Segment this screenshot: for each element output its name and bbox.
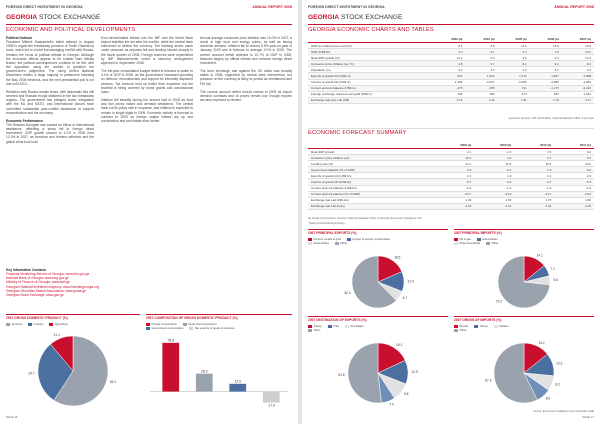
table-cell: 21.4 <box>435 161 475 167</box>
left-col3-text-3: The current account deficit should narrow in 2009 as import demand contracts and oil prices remain low, though exports are also expected to decline. <box>200 89 292 103</box>
table-cell: 1,092 <box>465 73 497 79</box>
legend-item: Oil & gas <box>459 237 471 241</box>
key-info-line[interactable]: Georgian Stock Exchange: www.gse.ge <box>6 292 64 297</box>
pie-slice-label: 8.0 <box>545 396 551 401</box>
table-header: 2011 (b) <box>554 142 594 149</box>
pie-slice-label: 5.6 <box>553 278 558 283</box>
table-cell: 6.0 <box>554 149 594 155</box>
left-col2-text: Euro-denominated inflows into the IMF and the World Bank helped stabilise the lari after the conflict, while the central bank intervened to defend the currency. The banking sector came under pressure as deposits fell and lending slowed sharply in the fourth quarter of 2008. Foreign reserves were replenished by IMF disbursements under a stand-by arrangement approved in September 2008. <box>101 36 193 65</box>
row-label: Government balance (% of GDP) <box>308 167 435 173</box>
table-cell: 9.2 <box>530 61 562 67</box>
row-label: GDP at market prices (Lari bn) <box>308 43 433 49</box>
legend-item: Turkey <box>313 324 322 328</box>
legend-item: Other <box>340 241 348 245</box>
pie-chart-import-origins <box>454 338 594 408</box>
chart-import-origins-title: 2007 ORIGIN OF IMPORTS (%) <box>454 318 502 322</box>
legend-item: Russia <box>459 324 469 328</box>
table-cell: 383 <box>465 91 497 97</box>
table-cell: -14.7 <box>514 191 554 197</box>
pie-chart-export-destinations <box>308 338 448 408</box>
right-title-rule <box>308 24 594 25</box>
table-header: 2006 (a) <box>530 36 562 43</box>
table-header: 2005 (a) <box>498 36 530 43</box>
table-cell: 1.78 <box>530 97 562 103</box>
row-label: Imports of goods fob (US$ m) <box>308 79 433 85</box>
table-cell: 1.67 <box>562 97 594 103</box>
table-cell: 19.0 <box>554 161 594 167</box>
table-cell: -13.9 <box>474 191 514 197</box>
left-header-edition: ANNUAL REPORT 2008 <box>252 5 292 9</box>
key-information-block <box>6 268 196 310</box>
legend-item: Automobiles <box>313 241 329 245</box>
left-column-1 <box>6 36 94 302</box>
legend-item: Services <box>11 322 23 326</box>
row-label: Exchange rate (av) Lari:US$ <box>308 97 433 103</box>
row-label: Lending rate (%) <box>308 161 435 167</box>
chart-gdp-sectors-title: 2007 GROSS DOMESTIC PRODUCT (%) <box>6 316 68 320</box>
pie-slice-label: 8.2 <box>555 382 560 387</box>
table-cell: 4.3 <box>465 67 497 73</box>
right-title-country: GEORGIA <box>308 14 340 21</box>
legend-item: Other <box>491 241 499 245</box>
left-col3-text-2: The lari's exchange rate against the US dollar was broadly stable in 2008, supported by central bank intervention, but pressure on the currency is likely to persist as remittances and FDI fall. <box>200 69 292 86</box>
chart-import-origins-legend <box>454 324 594 332</box>
key-info-line[interactable]: National Bank of Georgia: www.nbg.gov.ge <box>6 276 69 281</box>
table-cell: -2.9 <box>435 185 475 191</box>
table-header: 2009 (b) <box>474 142 514 149</box>
table-cell: -5.7 <box>435 179 475 185</box>
table-header: 2004 (a) <box>465 36 497 43</box>
left-col3-text: Annual average consumer price inflation was 10.0% in 2007, a result of high food and energy prices, as well as strong domestic demand. Inflation fell to around 5.5% year-on-year in January 2009 and is forecast to average 2.0% in 2009. The current account deficit widened to 22.7% of GDP in 2008, financed largely by official inflows and reduced foreign direct investment. <box>200 36 292 65</box>
table-cell: 2.1 <box>435 149 475 155</box>
right-header-publication: FOREIGN DIRECT INVESTMENT IN GEORGIA <box>308 5 385 9</box>
table-cell: 11.6 <box>498 43 530 49</box>
right-page-title <box>308 14 402 21</box>
chart-gdp-sectors <box>6 314 140 413</box>
table-cell: 13.8 <box>530 43 562 49</box>
chart-import-origins <box>454 316 594 409</box>
table-cell: 9.4 <box>530 55 562 61</box>
table-cell: 5.1 <box>465 49 497 55</box>
table-row <box>308 203 594 209</box>
table-cell: 4.8 <box>433 61 465 67</box>
economic-indicators-table <box>308 36 594 104</box>
table-cell: 19.6 <box>514 161 554 167</box>
legend-item: Pharmaceuticals <box>459 241 481 245</box>
chart-gdp-composition-title: 2007 COMPOSITION OF GROSS DOMESTIC PRODUCT (%) <box>146 316 238 320</box>
political-outlook-text: President Mikheil Saakashvili's ballot attempt in August 2008 to regain the breakaway province of South Ossetia by force, which led to a brief but damaging conflict with Russia, remains the focus of political debate in Georgia. Although the economic effects appear to be smaller than initially feared, the political consequences continue to be felt, with the opposition using the conflict to question the government's judgement. The ruling United National Movement retains a large majority in parliament following the May 2008 elections, and the next presidential poll is not due until 2013. <box>6 40 94 86</box>
economic-performance-heading: Economic Performance <box>6 118 43 123</box>
legend-item: Other <box>459 328 467 332</box>
pie-slice-label: 7.1 <box>550 266 555 271</box>
row-label: Foreign exchange reserves excl gold (US$ m) <box>308 91 433 97</box>
left-col2-text-2: The full-year consolidated budget deficit is forecast to widen to 3.4% of GDP in 2008, as the government increased spending on defence, reconstruction and support for internally displaced persons. Tax revenue held up better than expected, but the shortfall is being covered by donor grants and concessional loans. <box>101 69 193 94</box>
table-cell: 1,472 <box>498 73 530 79</box>
table-cell: 4.3 <box>498 67 530 73</box>
bar <box>196 374 213 392</box>
table-cell: 9.2 <box>562 61 594 67</box>
table-cell: 931 <box>530 91 562 97</box>
right-title-rest: STOCK EXCHANGE <box>340 14 403 21</box>
political-outlook-text-2: Relations with Russia remain tense, with diplomatic ties still severed and Russian troops stationed in the two breakaway regions. The government has pledged closer integration with the EU and NATO, and international donors have committed substantial post-conflict assistance to support reconstruction and the economy. <box>6 89 94 115</box>
table-cell: 12.3 <box>562 55 594 61</box>
section-divider <box>308 128 594 129</box>
legend-item: Government consumption <box>151 326 184 330</box>
table-cell: 2.0 <box>474 155 514 161</box>
right-page-number: PAGE 17 <box>582 415 594 419</box>
pie-chart-principal-exports <box>308 251 448 313</box>
right-section1-title: GEORGIA ECONOMIC CHARTS AND TABLES <box>308 27 434 33</box>
key-info-line[interactable]: Ministry of Finance of Georgia: www.mof.ge <box>6 280 70 285</box>
pie-slice-label: 14.2 <box>538 340 545 345</box>
pie-slice-label: 12.9 <box>411 370 418 375</box>
table-cell: -1.6 <box>514 185 554 191</box>
right-header-edition: ANNUAL REPORT 2008 <box>554 5 594 9</box>
pie-slice-label: 12.4 <box>407 279 414 284</box>
legend-item: Other <box>313 328 321 332</box>
pie-slice-label: 57.3 <box>485 378 492 383</box>
row-label: Consumer price inflation (av; %) <box>308 61 433 67</box>
row-label: Exchange rate Lari:€ (av) <box>308 203 435 209</box>
right-page <box>302 0 600 424</box>
bar-chart-gdp-composition <box>146 335 292 411</box>
table-cell: 831 <box>433 73 465 79</box>
table-cell: -1.5 <box>474 149 514 155</box>
table-cell: -1,175 <box>530 85 562 91</box>
pie-chart-principal-imports <box>454 251 594 313</box>
pie-slice-label: 73.2 <box>495 299 502 304</box>
table-cell: 5.0 <box>554 155 594 161</box>
table-header: 2010 (b) <box>514 142 554 149</box>
table-cell: 1.70 <box>514 197 554 203</box>
left-header <box>6 5 292 13</box>
chart-export-destinations-legend <box>308 324 448 332</box>
chart-principal-exports-legend <box>308 237 448 245</box>
left-title-rest: STOCK EXCHANGE <box>38 14 101 21</box>
bar-value-label: 28.9 <box>201 369 208 374</box>
table1-note: (a) Actual. Sources: IMF, World Bank, National Statistics Office of Georgia. <box>508 117 594 120</box>
table-cell: 2.16 <box>474 203 514 209</box>
table-cell: 11.1 <box>433 55 465 61</box>
source-note: Source: Economist Intelligence Unit, December 2008 <box>533 410 594 413</box>
table-header: 2007 (a) <box>562 36 594 43</box>
legend-item: Private consumption <box>151 322 177 326</box>
table-cell: 4.0 <box>433 49 465 55</box>
table-cell: -4.0 <box>474 179 514 185</box>
legend-item: Turkey <box>479 324 488 328</box>
table-cell: 10.0 <box>435 155 475 161</box>
legend-item: USA <box>333 324 339 328</box>
pie-slice-label: 59.2 <box>109 379 117 384</box>
row-label: Current account balance (US$ m) <box>308 85 433 91</box>
table2-note-2: * Bank product/industry/industry <box>308 222 345 225</box>
table-cell: 2.6 <box>554 173 594 179</box>
table-cell: -355 <box>465 85 497 91</box>
table-cell: -1.4 <box>474 185 514 191</box>
chart-gdp-sectors-legend <box>6 322 140 326</box>
left-column-2 <box>101 36 193 302</box>
table-cell: -711 <box>498 85 530 91</box>
row-label: Imports of goods fob (US$ bn) <box>308 179 435 185</box>
left-page-title <box>6 14 100 21</box>
bar <box>162 343 179 392</box>
table-cell: 2.26 <box>554 203 594 209</box>
left-section-title: ECONOMIC AND POLITICAL DEVELOPMENTS <box>6 27 136 33</box>
table-cell: 1,361 <box>562 91 594 97</box>
pie-slice-label: 18.5 <box>394 255 401 260</box>
pie-chart-gdp-sectors <box>6 331 140 411</box>
row-label: Real GDP growth (%) <box>308 55 433 61</box>
bar-value-label: 78.8 <box>167 338 174 343</box>
table-cell: 16.9 <box>562 43 594 49</box>
bar <box>263 392 280 403</box>
row-label: Consumer price inflation (av) <box>308 155 435 161</box>
table-cell: -3.4 <box>435 167 475 173</box>
pie-slice-label: 12.3 <box>556 361 563 366</box>
right-section2-title: ECONOMIC FORECAST SUMMARY <box>308 130 407 136</box>
table-cell: 1.66 <box>474 197 514 203</box>
table-cell: -375 <box>433 85 465 91</box>
table-cell: -15.0 <box>554 191 594 197</box>
legend-item: Ferrous metals & gold <box>313 237 341 241</box>
table-cell: -5.0 <box>554 167 594 173</box>
table-cell: -2,010 <box>562 85 594 91</box>
table-cell: 2,088 <box>562 73 594 79</box>
legend-item: Copper & copper concentrates <box>352 237 391 241</box>
forecast-summary-table <box>308 142 594 210</box>
pie-slice-label: 51.8 <box>338 372 345 377</box>
legend-item: Automobiles <box>482 237 498 241</box>
table-header: 2008 (a) <box>435 142 475 149</box>
legend-item: Agriculture <box>54 322 69 326</box>
pie-slice-label: 11.1 <box>53 332 60 337</box>
row-label: Exports of goods fob (US$ m) <box>308 73 433 79</box>
table-cell: -1,466 <box>433 79 465 85</box>
left-col2-text-3: Inflation fell steadily during the second half of 2008 as food and fuel prices eased and demand weakened. The central bank cut its policy rate in response, and inflation is expected to remain in single digits in 2009. Economic activity is forecast to contract in 2009 as foreign capital inflows dry up and construction and real estate slow further. <box>101 98 193 123</box>
left-title-country: GEORGIA <box>6 14 38 21</box>
table-cell: 2.18 <box>435 203 475 209</box>
row-label: Current account balance (% of GDP) <box>308 191 435 197</box>
pie-slice <box>348 343 381 403</box>
left-title-rule <box>6 24 292 25</box>
table-cell: 5.7 <box>465 61 497 67</box>
table-cell: 3.5 <box>514 149 554 155</box>
table-cell: -2,007 <box>465 79 497 85</box>
chart-export-destinations <box>308 316 448 409</box>
pie-slice-label: 6.7 <box>402 296 408 301</box>
table-cell: 474 <box>498 91 530 97</box>
table-cell: 21.8 <box>474 161 514 167</box>
key-info-line[interactable]: Georgian Securities Market Association: www.gsma.ge <box>6 288 86 293</box>
bar <box>229 384 246 392</box>
table-row <box>308 97 594 103</box>
table-cell: 4.4 <box>530 67 562 73</box>
key-info-heading: Key Information Contacts <box>6 268 47 272</box>
table-cell: 10.2 <box>562 49 594 55</box>
table-cell: 2.23 <box>514 203 554 209</box>
table-cell: -7.3 <box>514 167 554 173</box>
legend-item: Industry <box>33 322 44 326</box>
pie-slice-label: 18.1 <box>396 342 403 347</box>
bar-value-label: -17.9 <box>267 403 275 408</box>
table-cell: -1.8 <box>554 185 594 191</box>
table-cell: -4,984 <box>562 79 594 85</box>
table-cell: -9.2 <box>474 167 514 173</box>
table-cell: -22.7 <box>435 191 475 197</box>
key-info-line[interactable]: Georgian National Investment Agency: www.investingeorgia.org <box>6 284 99 289</box>
table-cell: -2,686 <box>498 79 530 85</box>
legend-item: Gross fixed investment <box>188 322 217 326</box>
table-cell: 9.8 <box>465 43 497 49</box>
table-cell: 2.2 <box>514 173 554 179</box>
table-cell: 1.49 <box>435 197 475 203</box>
row-label: Exchange rate Lari:US$ (av) <box>308 197 435 203</box>
right-header <box>308 5 594 13</box>
political-outlook-heading: Political Outlook <box>6 36 33 40</box>
table-cell: -4.7 <box>514 179 554 185</box>
table-cell: -3,685 <box>530 79 562 85</box>
pie-slice-label: 14.1 <box>536 253 543 258</box>
row-label: Real GDP growth <box>308 149 435 155</box>
table-cell: 3.7 <box>514 155 554 161</box>
chart-principal-exports <box>308 229 448 314</box>
left-column-3 <box>200 36 292 302</box>
chart-gdp-composition-legend <box>146 322 292 330</box>
table-cell: 1.81 <box>498 97 530 103</box>
table-cell: 4.4 <box>562 67 594 73</box>
left-page <box>0 0 298 424</box>
legend-item: Azerbaijan <box>350 324 364 328</box>
left-header-publication: FOREIGN DIRECT INVESTMENT IN GEORGIA <box>6 5 83 9</box>
table-cell: 1.9 <box>474 173 514 179</box>
legend-item: Net exports of goods & services <box>194 326 235 330</box>
pie-slice-label: 62.4 <box>344 291 351 296</box>
pie-slice-label: 9.8 <box>403 392 409 397</box>
table-cell: 2.15 <box>433 97 465 103</box>
chart-principal-imports <box>454 229 594 314</box>
table-cell: 6.4 <box>498 49 530 55</box>
table-cell: 8.6 <box>433 43 465 49</box>
pie-slice-label: 29.7 <box>28 371 35 376</box>
left-page-number: PAGE 16 <box>6 415 18 419</box>
key-info-line[interactable]: Financial Monitoring Service of Georgia: www.fms.gov.ge <box>6 272 90 277</box>
chart-gdp-composition <box>146 314 292 413</box>
row-label: Current account balance (US$ bn) <box>308 185 435 191</box>
bar-value-label: 12.5 <box>234 379 241 384</box>
economic-performance-text: The Russian-Georgian war caused an inflow of international assistance, offsetting a sharp fall in foreign direct investment. GDP growth slowed to 2.1% in 2008 from 12.3% in 2007, as investors and lenders withdrew and the global crisis took hold. <box>6 122 94 144</box>
table-cell: 7.8 <box>530 49 562 55</box>
table-cell: 5.9 <box>465 55 497 61</box>
table-cell: 2.4 <box>435 173 475 179</box>
chart-principal-exports-title: 2007 PRINCIPAL EXPORTS (%) <box>308 231 357 235</box>
row-label: GDP (US$ bn) <box>308 49 433 55</box>
pie-slice-label: 7.4 <box>389 402 394 407</box>
chart-principal-imports-title: 2007 PRINCIPAL IMPORTS (%) <box>454 231 502 235</box>
chart-principal-imports-legend <box>454 237 594 245</box>
table-cell: 1,667 <box>530 73 562 79</box>
chart-export-destinations-title: 2007 DESTINATION OF EXPORTS (%) <box>308 318 367 322</box>
table-cell: 1.92 <box>465 97 497 103</box>
table-cell: 8.2 <box>498 61 530 67</box>
table-header: 2003 (a) <box>433 36 465 43</box>
table-cell: -5.3 <box>554 179 594 185</box>
table-cell: 4.3 <box>433 67 465 73</box>
table2-note: (a) Actual. (b) Forecasts. Sources: National Statistics Office of Georgia; Economist Intelligence Unit. <box>308 217 423 220</box>
row-label: Population (m) <box>308 67 433 73</box>
table-cell: 196 <box>433 91 465 97</box>
table-cell: 1.66 <box>554 197 594 203</box>
legend-item: Ukraine <box>499 324 509 328</box>
table-cell: 9.6 <box>498 55 530 61</box>
row-label: Exports of goods fob (US$ bn) <box>308 173 435 179</box>
